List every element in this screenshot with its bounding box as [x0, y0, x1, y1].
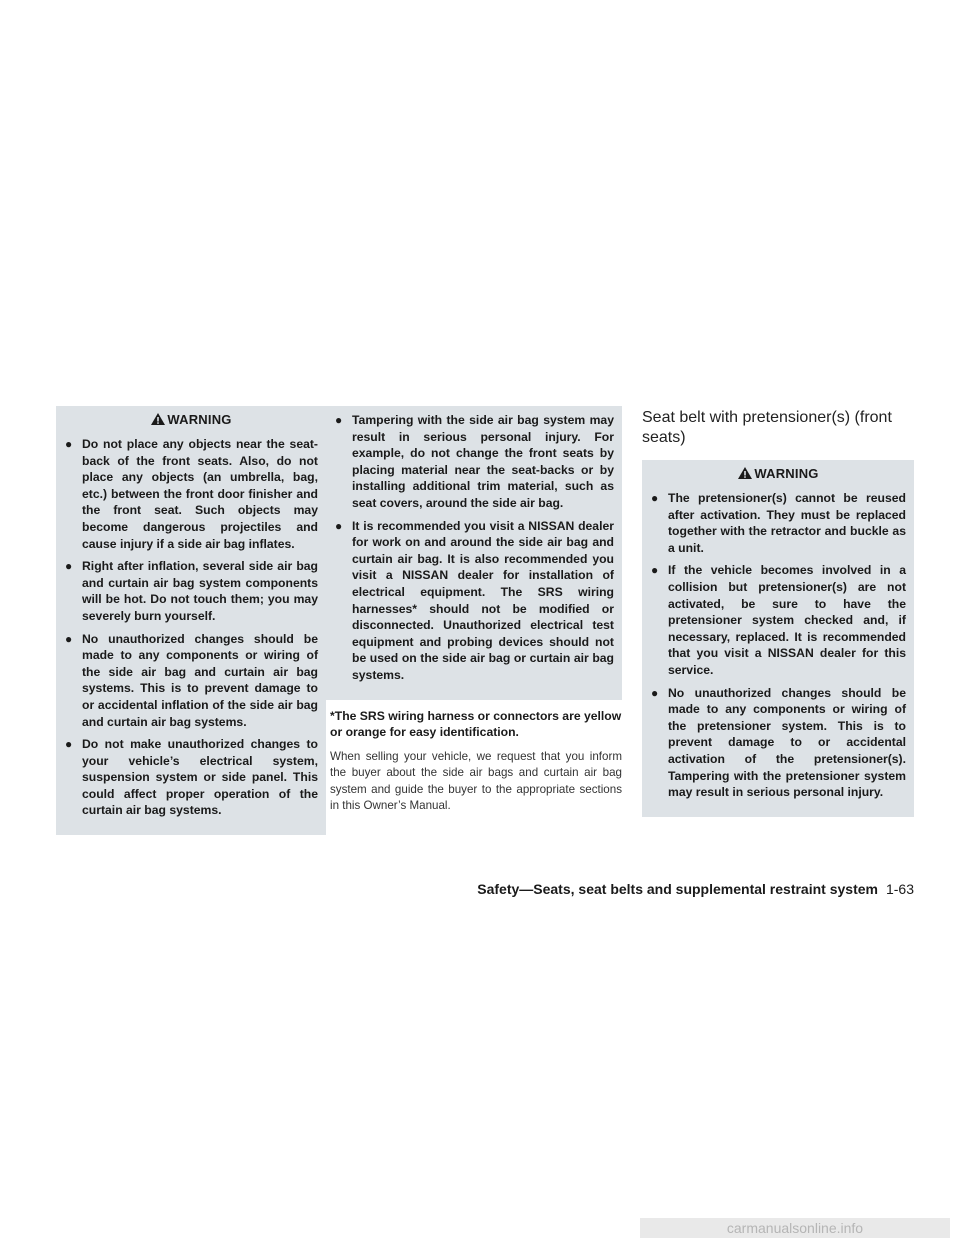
bullet-dot: ● [335, 518, 343, 533]
list-item: ● Do not make unauthorized changes to your vehicle’s electrical system, suspension system or side panel. This could affect proper operation of the curtain air bag systems. [65, 737, 318, 818]
bullet-dot: ● [651, 563, 659, 578]
list-item: ● The pretensioner(s) cannot be reused after activation. They must be replaced together with the retractor and buckle as a unit. [651, 491, 906, 555]
page-number: 1-63 [885, 881, 914, 897]
right-warning-list [650, 490, 906, 801]
left-warning-list [64, 436, 318, 819]
bullet-dot: ● [651, 685, 659, 700]
selling-vehicle-paragraph: When selling your vehicle, we request that you inform the buyer about the side air bags and curtain air bag system and guide the buyer to the appropriate sections in this Owner’s Manual. [330, 749, 622, 812]
warning-triangle-icon [737, 466, 753, 480]
watermark: carmanualsonline.info [640, 1218, 950, 1238]
srs-wiring-note: *The SRS wiring harness or connectors are yellow or orange for easy identification. [330, 708, 622, 740]
list-item: ● No unauthorized changes should be made to any components or wiring of the pretensioner system. This is to prevent damage to or accidental activation of the pretensioner(s). Tampering with the pretensioner system may result in serious personal injury. [651, 685, 906, 800]
bullet-dot: ● [651, 491, 659, 505]
middle-warning-box [326, 406, 622, 700]
warning-triangle-icon [150, 412, 166, 426]
list-item: ● Do not place any objects near the seat-back of the front seats. Also, do not place any objects (an umbrella, bag, etc.) between the front door finisher and the front seat. Such objects may become dangerous projectiles and cause injury if a side air bag inflates. [65, 437, 318, 551]
chapter-title: Safety—Seats, seat belts and supplemental restraint system [477, 881, 878, 897]
middle-column [326, 406, 622, 814]
warning-heading: WARNING [64, 410, 318, 430]
list-item: ● It is recommended you visit a NISSAN dealer for work on and around the side air bag and curtain air bag. It is also recommended you visit a NISSAN dealer for installation of electrical equipment. The SRS wiring harnesses* should not be modified or disconnected. Unauthorized electrical test equipment and probing devices should not be used on the side air bag or curtain air bag systems. [335, 518, 614, 682]
left-warning-box [56, 406, 326, 835]
list-item: ● Tampering with the side air bag system may result in serious personal injury. For example, do not change the front seats by placing material near the seat-backs or by installing additional trim material, such as seat covers, around the side air bag. [335, 413, 614, 510]
middle-warning-list [334, 412, 614, 684]
list-item: ● If the vehicle becomes involved in a collision but pretensioner(s) are not activated, be sure to have the pretensioner system checked and, if necessary, replaced. It is recommended that you visit a NISSAN dealer for this service. [651, 563, 906, 677]
bullet-dot: ● [65, 437, 73, 451]
page-footer [424, 881, 914, 897]
right-column [642, 408, 914, 817]
right-warning-box [642, 460, 914, 817]
bullet-dot: ● [65, 737, 73, 752]
bullet-dot: ● [65, 559, 73, 574]
warning-heading: WARNING [650, 464, 906, 484]
section-title: Seat belt with pretensioner(s) (front seats) [642, 409, 892, 446]
bullet-dot: ● [335, 413, 343, 427]
list-item: ● Right after inflation, several side air bag and curtain air bag system components will be hot. Do not touch them; you may severely burn yourself. [65, 559, 318, 623]
list-item: ● No unauthorized changes should be made to any components or wiring of the side air bag and curtain air bag systems. This is to prevent damage to or accidental inflation of the side air bag and curtain air bag systems. [65, 631, 318, 729]
bullet-dot: ● [65, 631, 73, 646]
